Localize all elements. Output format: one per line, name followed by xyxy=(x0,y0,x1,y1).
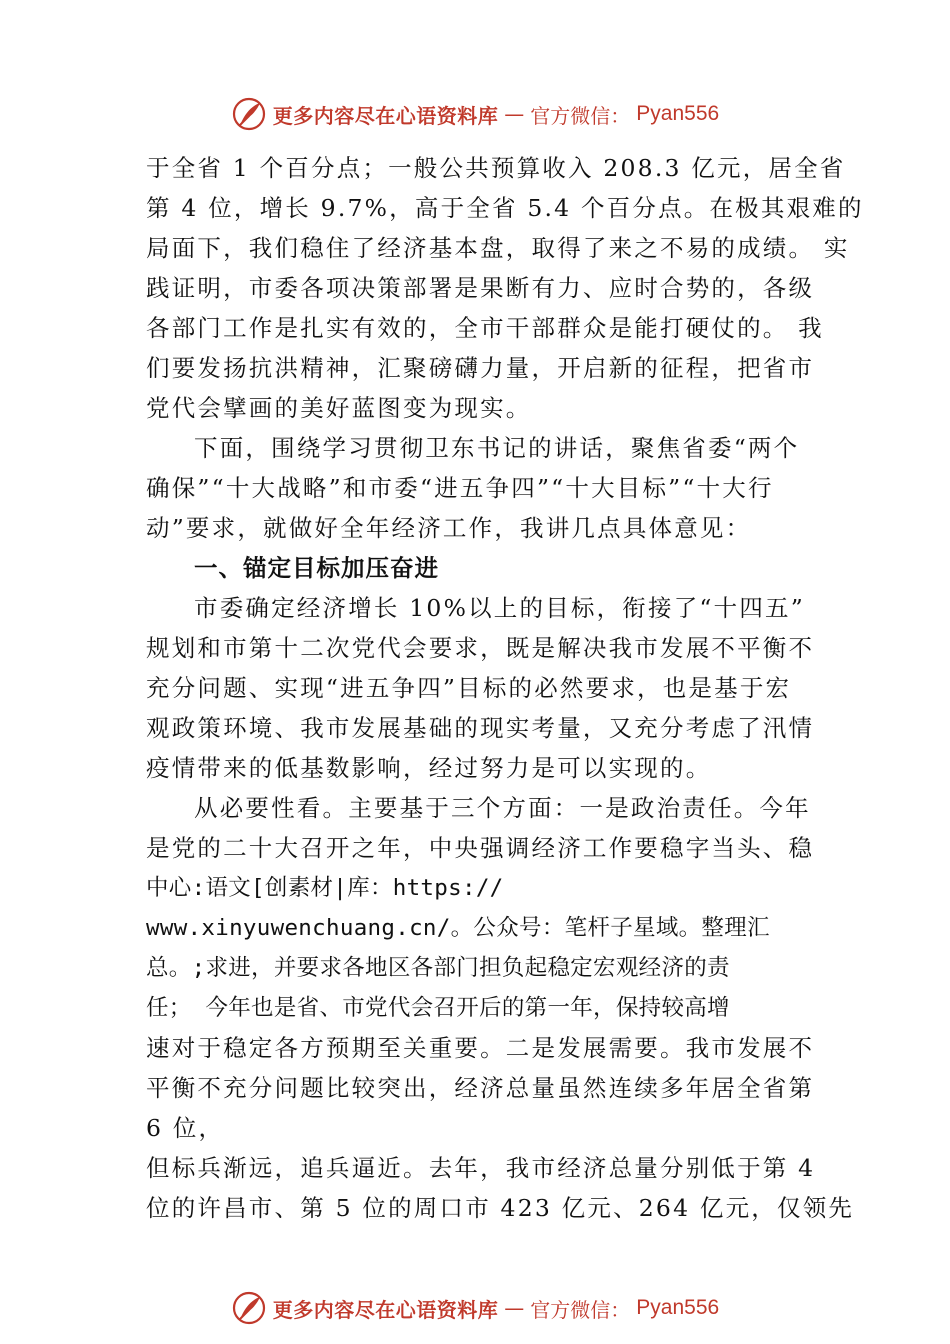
watermark-text: 更多内容尽在心语资料库 xyxy=(272,103,499,128)
text-line: 确保”“十大战略”和市委“进五争四”“十大目标”“十大行 xyxy=(146,474,774,502)
text-line-source-url: www.xinyuwenchuang.cn/。公众号：笔杆子星域。整理汇 xyxy=(146,915,770,941)
text-line: 观政策环境、我市发展基础的现实考量，又充分考虑了汛情 xyxy=(146,714,815,742)
text-line: 们要发扬抗洪精神，汇聚磅礴力量，开启新的征程，把省市 xyxy=(146,354,815,382)
text-line: 局面下，我们稳住了经济基本盘，取得了来之不易的成绩。 实 xyxy=(146,234,850,262)
watermark-separator: — xyxy=(504,102,525,126)
text-line: 疫情带来的低基数影响，经过努力是可以实现的。 xyxy=(146,754,712,782)
text-line: 充分问题、实现“进五争四”目标的必然要求，也是基于宏 xyxy=(146,674,792,702)
footer-watermark xyxy=(0,1288,950,1328)
text-line: 各部门工作是扎实有效的，全市干部群众是能打硬仗的。 我 xyxy=(146,314,824,342)
wechat-label: 官方微信： xyxy=(530,103,631,128)
paragraph-start-line: 市委确定经济增长 10%以上的目标，衔接了“十四五” xyxy=(194,594,805,622)
text-line: 动”要求，就做好全年经济工作，我讲几点具体意见： xyxy=(146,514,752,542)
paragraph-start-line: 从必要性看。主要基于三个方面：一是政治责任。今年 xyxy=(194,794,811,822)
text-line: 任； 今年也是省、市党代会召开后的第一年，保持较高增 xyxy=(146,995,730,1021)
watermark-separator: — xyxy=(504,1296,525,1320)
watermark-text: 更多内容尽在心语资料库 xyxy=(272,1297,499,1322)
text-line: 6 位， xyxy=(146,1114,225,1142)
text-line: 于全省 1 个百分点；一般公共预算收入 208.3 亿元，居全省 xyxy=(146,154,846,182)
wechat-label: 官方微信： xyxy=(530,1297,631,1322)
wechat-id: Pyan556 xyxy=(636,102,720,125)
text-line: 规划和市第十二次党代会要求，既是解决我市发展不平衡不 xyxy=(146,634,815,662)
text-line: 党代会擘画的美好蓝图变为现实。 xyxy=(146,394,532,422)
text-line: 但标兵渐远，追兵逼近。去年，我市经济总量分别低于第 4 xyxy=(146,1154,816,1182)
paragraph-start-line: 下面，围绕学习贯彻卫东书记的讲话，聚焦省委“两个 xyxy=(194,434,800,462)
text-line: 第 4 位，增长 9.7%，高于全省 5.4 个百分点。在极其艰难的 xyxy=(146,194,864,222)
wechat-id: Pyan556 xyxy=(636,1296,720,1319)
text-line: 是党的二十大召开之年，中央强调经济工作要稳字当头、稳 xyxy=(146,834,815,862)
feather-logo-icon xyxy=(231,1290,267,1326)
text-line: 位的许昌市、第 5 位的周口市 423 亿元、264 亿元，仅领先 xyxy=(146,1194,855,1222)
text-line: 速对于稳定各方预期至关重要。二是发展需要。我市发展不 xyxy=(146,1034,815,1062)
text-line: 总。;求进，并要求各地区各部门担负起稳定宏观经济的责 xyxy=(146,955,730,981)
text-line: 平衡不充分问题比较突出，经济总量虽然连续多年居全省第 xyxy=(146,1074,815,1102)
document-body xyxy=(146,148,864,1228)
header-watermark xyxy=(0,94,950,134)
text-line-source-note: 中心:语文[创素材|库：https:// xyxy=(146,875,504,901)
section-heading: 一、锚定目标加压奋进 xyxy=(194,554,439,582)
feather-logo-icon xyxy=(231,96,267,132)
text-line: 践证明，市委各项决策部署是果断有力、应时合势的，各级 xyxy=(146,274,815,302)
